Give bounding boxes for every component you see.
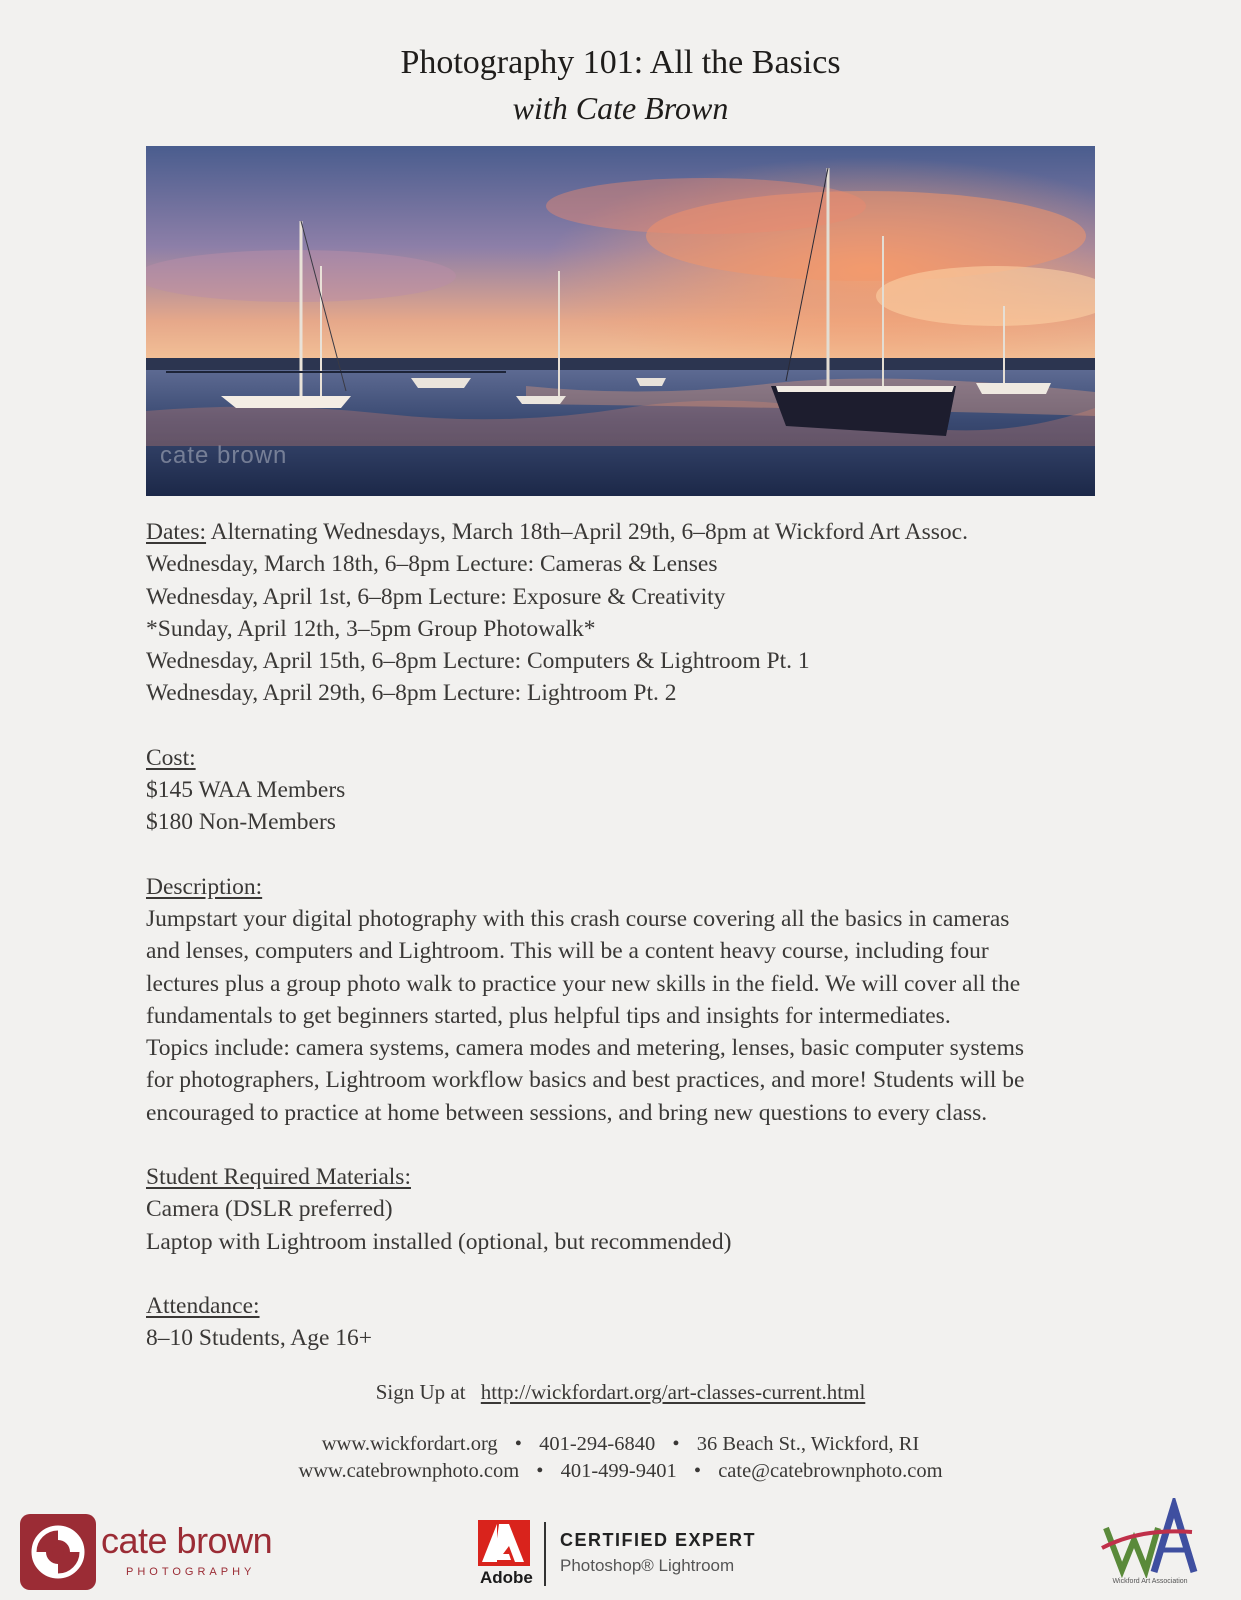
adobe-wordmark: Adobe	[480, 1568, 533, 1587]
separator-dot: •	[514, 1433, 522, 1455]
description-line: fundamentals to get beginners started, plus helpful tips and insights for intermediates.	[146, 1002, 951, 1029]
cate-website[interactable]: www.catebrownphoto.com	[298, 1460, 520, 1482]
contact-line-cate	[0, 1460, 1241, 1483]
signup-line	[0, 1380, 1241, 1405]
harbor-sunset-photo	[146, 146, 1095, 496]
adobe-icon	[478, 1520, 530, 1566]
contact-line-waa	[0, 1433, 1241, 1456]
session-line: Wednesday, April 1st, 6–8pm Lecture: Exposure & Creativity	[146, 583, 726, 610]
page-subtitle: with Cate Brown	[512, 90, 729, 126]
adobe-certified-expert-logo	[478, 1520, 798, 1590]
dates-heading: Dates:	[146, 519, 207, 545]
description-heading: Description:	[146, 873, 263, 900]
separator-dot: •	[536, 1460, 544, 1482]
cost-section	[146, 742, 1106, 839]
attendance-section	[146, 1290, 1106, 1355]
materials-item: Camera (DSLR preferred)	[146, 1196, 393, 1223]
lightroom-label: Photoshop® Lightroom	[560, 1556, 735, 1575]
course-details	[146, 516, 1106, 1387]
materials-section	[146, 1161, 1106, 1258]
attendance-text: 8–10 Students, Age 16+	[146, 1325, 373, 1352]
cate-brown-tagline: PHOTOGRAPHY	[126, 1566, 256, 1578]
cate-brown-logo	[20, 1514, 290, 1590]
attendance-heading: Attendance:	[146, 1292, 260, 1319]
cost-members: $145 WAA Members	[146, 777, 346, 804]
waa-name-text: Wickford Art Association	[1112, 1578, 1188, 1585]
materials-heading: Student Required Materials:	[146, 1164, 411, 1191]
session-line: Wednesday, April 29th, 6–8pm Lecture: Lightroom Pt. 2	[146, 680, 677, 707]
dates-summary: Alternating Wednesdays, March 18th–April 29th, 6–8pm at Wickford Art Assoc.	[210, 519, 968, 545]
dates-section	[146, 516, 1106, 710]
signup-label: Sign Up at	[375, 1380, 466, 1404]
description-line: for photographers, Lightroom workflow basics and best practices, and more! Students will be	[146, 1067, 1025, 1094]
waa-website[interactable]: www.wickfordart.org	[321, 1433, 498, 1455]
waa-monogram-icon	[1100, 1498, 1200, 1578]
description-line: encouraged to practice at home between sessions, and bring new questions to every class.	[146, 1099, 988, 1126]
session-line: Wednesday, March 18th, 6–8pm Lecture: Cameras & Lenses	[146, 551, 718, 578]
page-title: Photography 101: All the Basics	[400, 44, 841, 81]
session-line: Wednesday, April 15th, 6–8pm Lecture: Computers & Lightroom Pt. 1	[146, 648, 810, 675]
separator-dot: •	[672, 1433, 680, 1455]
logo-divider	[544, 1522, 546, 1586]
cost-non-members: $180 Non-Members	[146, 809, 336, 836]
cate-email[interactable]: cate@catebrownphoto.com	[718, 1460, 943, 1482]
certified-expert-label: CERTIFIED EXPERT	[560, 1530, 757, 1550]
harbor-illustration	[146, 146, 1095, 496]
signup-link[interactable]: http://wickfordart.org/art-classes-current.html	[480, 1380, 866, 1404]
cost-heading: Cost:	[146, 744, 196, 771]
description-line: Topics include: camera systems, camera modes and metering, lenses, basic computer systems	[146, 1035, 1025, 1062]
waa-phone: 401-294-6840	[539, 1433, 656, 1455]
watermark-text: cate brown	[160, 442, 288, 469]
description-line: and lenses, computers and Lightroom. This will be a content heavy course, including four	[146, 938, 989, 965]
description-section	[146, 871, 1106, 1129]
swirl-icon	[20, 1514, 96, 1590]
session-line: *Sunday, April 12th, 3–5pm Group Photowalk*	[146, 615, 596, 642]
cate-brown-wordmark: cate brown	[101, 1520, 273, 1561]
separator-dot: •	[693, 1460, 702, 1482]
description-line: lectures plus a group photo walk to practice your new skills in the field. We will cover all the	[146, 970, 1021, 997]
waa-address: 36 Beach St., Wickford, RI	[696, 1433, 920, 1455]
cate-phone: 401-499-9401	[560, 1460, 677, 1482]
description-line: Jumpstart your digital photography with this crash course covering all the basics in cameras	[146, 905, 1010, 932]
waa-logo	[1100, 1498, 1200, 1590]
materials-item: Laptop with Lightroom installed (optional, but recommended)	[146, 1228, 732, 1255]
